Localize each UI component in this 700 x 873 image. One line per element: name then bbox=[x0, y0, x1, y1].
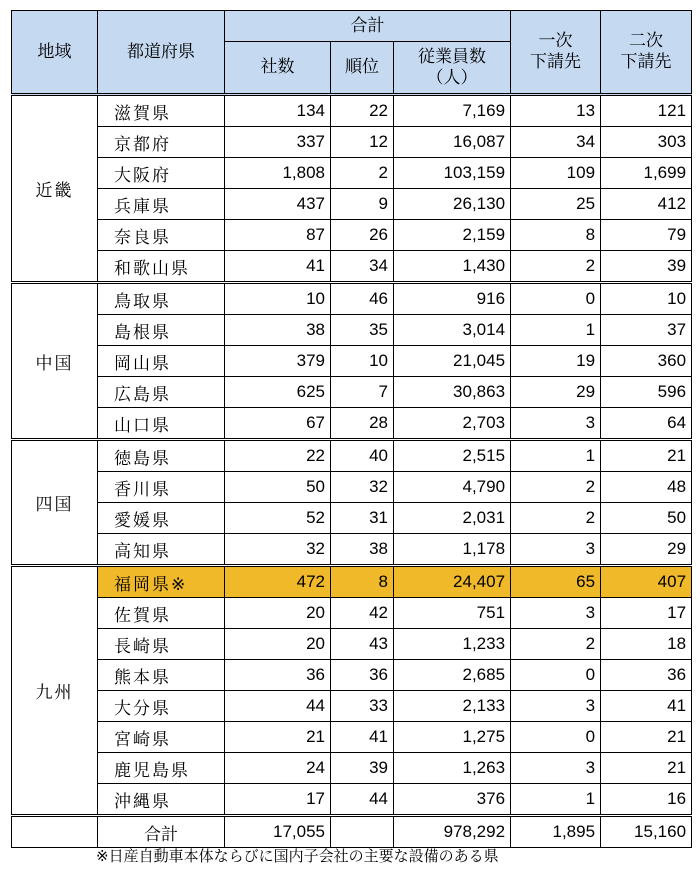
header-secondary-line2: 下請先 bbox=[620, 52, 672, 72]
rank-cell: 36 bbox=[331, 660, 394, 691]
employees-cell: 21,045 bbox=[394, 346, 511, 377]
companies-cell: 437 bbox=[225, 189, 331, 220]
employees-cell: 3,014 bbox=[394, 315, 511, 346]
table-row bbox=[12, 566, 692, 598]
table-row bbox=[12, 408, 692, 440]
table-row bbox=[12, 440, 692, 472]
header-total-group: 合計 bbox=[225, 11, 511, 42]
primary-cell: 2 bbox=[511, 503, 601, 534]
table-row bbox=[12, 753, 692, 784]
table-row bbox=[12, 722, 692, 753]
companies-cell: 32 bbox=[225, 534, 331, 566]
primary-cell: 1 bbox=[511, 440, 601, 472]
secondary-cell: 79 bbox=[601, 220, 692, 251]
employees-cell: 103,159 bbox=[394, 158, 511, 189]
table-body bbox=[12, 95, 692, 848]
primary-cell: 2 bbox=[511, 472, 601, 503]
region-cell: 四国 bbox=[12, 440, 98, 566]
header-region: 地域 bbox=[12, 11, 98, 95]
prefecture-data-table bbox=[11, 10, 692, 848]
companies-cell: 134 bbox=[225, 95, 331, 127]
secondary-cell: 64 bbox=[601, 408, 692, 440]
table-row bbox=[12, 629, 692, 660]
primary-cell: 29 bbox=[511, 377, 601, 408]
secondary-cell: 50 bbox=[601, 503, 692, 534]
companies-cell: 337 bbox=[225, 127, 331, 158]
table-row bbox=[12, 158, 692, 189]
header-primary-line2: 下請先 bbox=[530, 52, 582, 72]
secondary-cell: 16 bbox=[601, 784, 692, 816]
companies-cell: 17 bbox=[225, 784, 331, 816]
rank-cell: 44 bbox=[331, 784, 394, 816]
rank-cell: 46 bbox=[331, 283, 394, 315]
header-employees-line2: （人） bbox=[426, 67, 478, 88]
companies-cell: 44 bbox=[225, 691, 331, 722]
prefecture-cell: 長崎県 bbox=[98, 629, 225, 660]
rank-cell: 22 bbox=[331, 95, 394, 127]
total-primary-cell: 1,895 bbox=[511, 816, 601, 848]
companies-cell: 379 bbox=[225, 346, 331, 377]
total-row bbox=[12, 816, 692, 848]
footnote: ※日産自動車本体ならびに国内子会社の主要な設備のある県 bbox=[96, 847, 499, 865]
header-primary-line1: 一次 bbox=[538, 31, 573, 51]
companies-cell: 87 bbox=[225, 220, 331, 251]
employees-cell: 2,703 bbox=[394, 408, 511, 440]
prefecture-cell: 岡山県 bbox=[98, 346, 225, 377]
table-row bbox=[12, 315, 692, 346]
secondary-cell: 121 bbox=[601, 95, 692, 127]
companies-cell: 20 bbox=[225, 598, 331, 629]
rank-cell: 38 bbox=[331, 534, 394, 566]
companies-cell: 41 bbox=[225, 251, 331, 283]
secondary-cell: 360 bbox=[601, 346, 692, 377]
primary-cell: 3 bbox=[511, 534, 601, 566]
primary-cell: 65 bbox=[511, 566, 601, 598]
employees-cell: 16,087 bbox=[394, 127, 511, 158]
table-row bbox=[12, 503, 692, 534]
table-row bbox=[12, 534, 692, 566]
primary-cell: 2 bbox=[511, 629, 601, 660]
employees-cell: 7,169 bbox=[394, 95, 511, 127]
table-row bbox=[12, 377, 692, 408]
table-header bbox=[12, 11, 692, 95]
secondary-cell: 41 bbox=[601, 691, 692, 722]
primary-cell: 1 bbox=[511, 784, 601, 816]
companies-cell: 36 bbox=[225, 660, 331, 691]
secondary-cell: 37 bbox=[601, 315, 692, 346]
employees-cell: 24,407 bbox=[394, 566, 511, 598]
companies-cell: 10 bbox=[225, 283, 331, 315]
primary-cell: 34 bbox=[511, 127, 601, 158]
rank-cell: 41 bbox=[331, 722, 394, 753]
prefecture-cell: 広島県 bbox=[98, 377, 225, 408]
prefecture-cell: 宮崎県 bbox=[98, 722, 225, 753]
employees-cell: 2,031 bbox=[394, 503, 511, 534]
table-row bbox=[12, 691, 692, 722]
secondary-cell: 1,699 bbox=[601, 158, 692, 189]
rank-cell: 35 bbox=[331, 315, 394, 346]
prefecture-cell: 和歌山県 bbox=[98, 251, 225, 283]
primary-cell: 109 bbox=[511, 158, 601, 189]
table-row bbox=[12, 95, 692, 127]
primary-cell: 3 bbox=[511, 753, 601, 784]
prefecture-table-container bbox=[11, 10, 691, 848]
secondary-cell: 407 bbox=[601, 566, 692, 598]
primary-cell: 3 bbox=[511, 691, 601, 722]
table-row bbox=[12, 472, 692, 503]
employees-cell: 1,263 bbox=[394, 753, 511, 784]
total-companies-cell: 17,055 bbox=[225, 816, 331, 848]
companies-cell: 20 bbox=[225, 629, 331, 660]
rank-cell: 9 bbox=[331, 189, 394, 220]
companies-cell: 625 bbox=[225, 377, 331, 408]
secondary-cell: 303 bbox=[601, 127, 692, 158]
prefecture-cell: 鹿児島県 bbox=[98, 753, 225, 784]
prefecture-cell: 京都府 bbox=[98, 127, 225, 158]
employees-cell: 26,130 bbox=[394, 189, 511, 220]
secondary-cell: 39 bbox=[601, 251, 692, 283]
companies-cell: 50 bbox=[225, 472, 331, 503]
secondary-cell: 412 bbox=[601, 189, 692, 220]
region-cell: 九州 bbox=[12, 566, 98, 816]
rank-cell: 33 bbox=[331, 691, 394, 722]
companies-cell: 1,808 bbox=[225, 158, 331, 189]
prefecture-cell: 高知県 bbox=[98, 534, 225, 566]
total-region-blank bbox=[12, 816, 98, 848]
prefecture-cell: 滋賀県 bbox=[98, 95, 225, 127]
primary-cell: 19 bbox=[511, 346, 601, 377]
table-row bbox=[12, 660, 692, 691]
rank-cell: 31 bbox=[331, 503, 394, 534]
employees-cell: 1,233 bbox=[394, 629, 511, 660]
secondary-cell: 18 bbox=[601, 629, 692, 660]
rank-cell: 10 bbox=[331, 346, 394, 377]
prefecture-cell: 鳥取県 bbox=[98, 283, 225, 315]
rank-cell: 42 bbox=[331, 598, 394, 629]
secondary-cell: 596 bbox=[601, 377, 692, 408]
rank-cell: 43 bbox=[331, 629, 394, 660]
prefecture-cell: 兵庫県 bbox=[98, 189, 225, 220]
prefecture-cell: 奈良県 bbox=[98, 220, 225, 251]
primary-cell: 2 bbox=[511, 251, 601, 283]
rank-cell: 32 bbox=[331, 472, 394, 503]
prefecture-cell: 山口県 bbox=[98, 408, 225, 440]
employees-cell: 376 bbox=[394, 784, 511, 816]
primary-cell: 0 bbox=[511, 283, 601, 315]
companies-cell: 22 bbox=[225, 440, 331, 472]
prefecture-cell: 熊本県 bbox=[98, 660, 225, 691]
primary-cell: 8 bbox=[511, 220, 601, 251]
rank-cell: 8 bbox=[331, 566, 394, 598]
companies-cell: 21 bbox=[225, 722, 331, 753]
employees-cell: 1,275 bbox=[394, 722, 511, 753]
companies-cell: 52 bbox=[225, 503, 331, 534]
employees-cell: 1,178 bbox=[394, 534, 511, 566]
header-prefecture: 都道府県 bbox=[98, 11, 225, 95]
table-row bbox=[12, 127, 692, 158]
prefecture-cell: 島根県 bbox=[98, 315, 225, 346]
total-employees-cell: 978,292 bbox=[394, 816, 511, 848]
header-employees bbox=[394, 42, 511, 95]
header-employees-line1: 従業員数 bbox=[418, 46, 487, 67]
employees-cell: 751 bbox=[394, 598, 511, 629]
secondary-cell: 21 bbox=[601, 440, 692, 472]
total-secondary-cell: 15,160 bbox=[601, 816, 692, 848]
primary-cell: 25 bbox=[511, 189, 601, 220]
employees-cell: 2,159 bbox=[394, 220, 511, 251]
secondary-cell: 21 bbox=[601, 722, 692, 753]
total-label: 合計 bbox=[98, 816, 225, 848]
header-primary-subcontractors bbox=[511, 11, 601, 95]
primary-cell: 3 bbox=[511, 408, 601, 440]
table-row bbox=[12, 220, 692, 251]
rank-cell: 34 bbox=[331, 251, 394, 283]
employees-cell: 2,133 bbox=[394, 691, 511, 722]
prefecture-cell: 大阪府 bbox=[98, 158, 225, 189]
table-row bbox=[12, 784, 692, 816]
companies-cell: 38 bbox=[225, 315, 331, 346]
employees-cell: 1,430 bbox=[394, 251, 511, 283]
header-secondary-line1: 二次 bbox=[629, 31, 664, 51]
prefecture-cell: 徳島県 bbox=[98, 440, 225, 472]
rank-cell: 2 bbox=[331, 158, 394, 189]
prefecture-cell: 大分県 bbox=[98, 691, 225, 722]
prefecture-cell: 佐賀県 bbox=[98, 598, 225, 629]
rank-cell: 39 bbox=[331, 753, 394, 784]
header-companies: 社数 bbox=[225, 42, 331, 95]
employees-cell: 4,790 bbox=[394, 472, 511, 503]
primary-cell: 1 bbox=[511, 315, 601, 346]
rank-cell: 12 bbox=[331, 127, 394, 158]
prefecture-cell: 福岡県※ bbox=[98, 566, 225, 598]
rank-cell: 26 bbox=[331, 220, 394, 251]
employees-cell: 916 bbox=[394, 283, 511, 315]
secondary-cell: 17 bbox=[601, 598, 692, 629]
header-secondary-subcontractors bbox=[601, 11, 692, 95]
rank-cell: 7 bbox=[331, 377, 394, 408]
secondary-cell: 21 bbox=[601, 753, 692, 784]
rank-cell: 28 bbox=[331, 408, 394, 440]
table-row bbox=[12, 283, 692, 315]
region-cell: 近畿 bbox=[12, 95, 98, 283]
prefecture-cell: 愛媛県 bbox=[98, 503, 225, 534]
header-rank: 順位 bbox=[331, 42, 394, 95]
employees-cell: 30,863 bbox=[394, 377, 511, 408]
employees-cell: 2,515 bbox=[394, 440, 511, 472]
prefecture-cell: 香川県 bbox=[98, 472, 225, 503]
secondary-cell: 10 bbox=[601, 283, 692, 315]
secondary-cell: 29 bbox=[601, 534, 692, 566]
table-row bbox=[12, 251, 692, 283]
companies-cell: 67 bbox=[225, 408, 331, 440]
primary-cell: 0 bbox=[511, 722, 601, 753]
region-cell: 中国 bbox=[12, 283, 98, 440]
table-row bbox=[12, 189, 692, 220]
table-row bbox=[12, 346, 692, 377]
companies-cell: 472 bbox=[225, 566, 331, 598]
rank-cell: 40 bbox=[331, 440, 394, 472]
total-rank-cell bbox=[331, 816, 394, 848]
employees-cell: 2,685 bbox=[394, 660, 511, 691]
companies-cell: 24 bbox=[225, 753, 331, 784]
primary-cell: 3 bbox=[511, 598, 601, 629]
prefecture-cell: 沖縄県 bbox=[98, 784, 225, 816]
secondary-cell: 48 bbox=[601, 472, 692, 503]
secondary-cell: 36 bbox=[601, 660, 692, 691]
primary-cell: 13 bbox=[511, 95, 601, 127]
primary-cell: 0 bbox=[511, 660, 601, 691]
table-row bbox=[12, 598, 692, 629]
